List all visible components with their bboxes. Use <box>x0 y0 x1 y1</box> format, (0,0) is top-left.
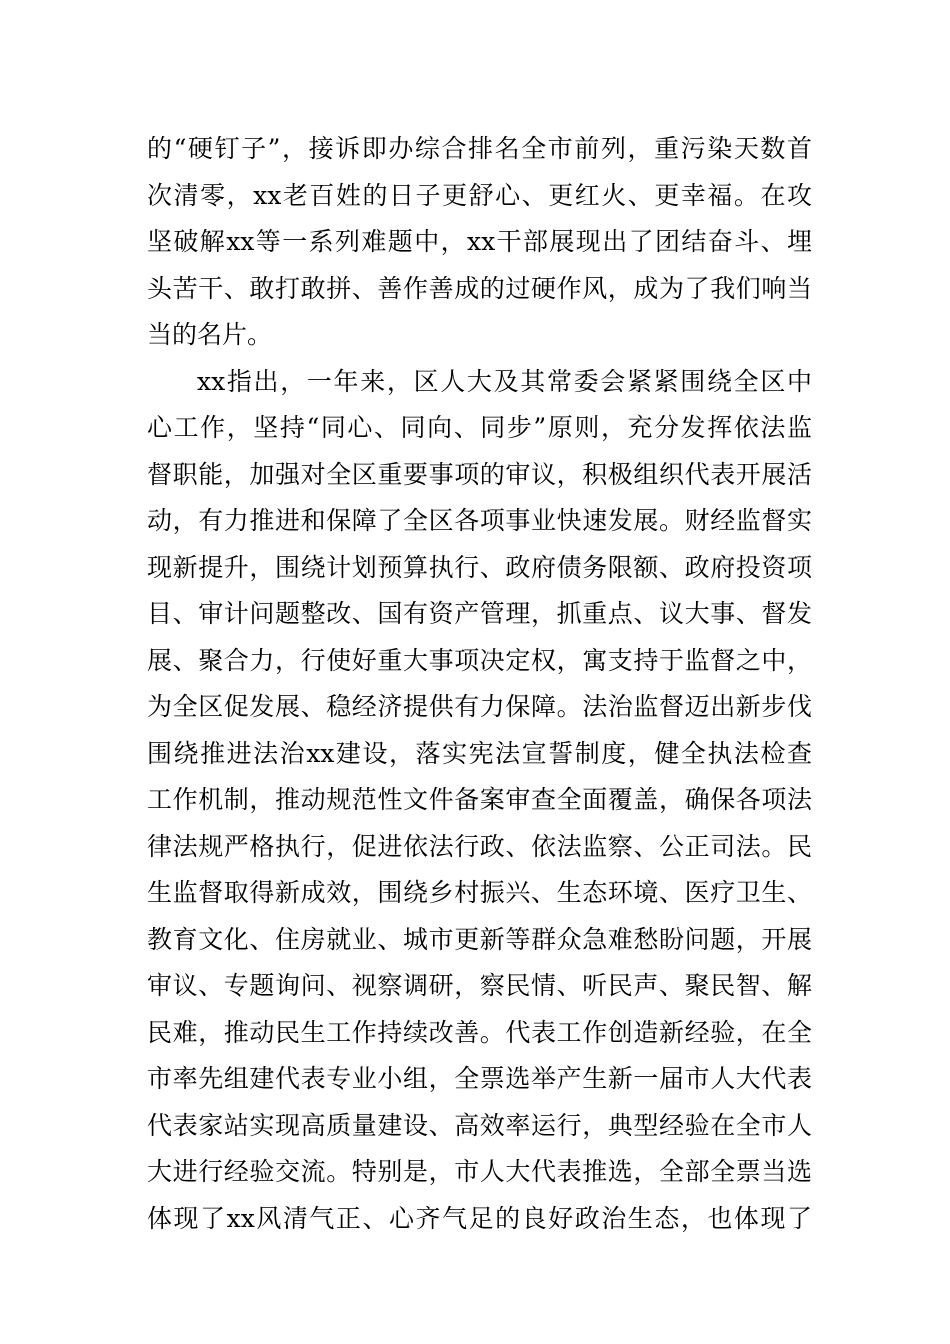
text-line: 代表家站实现高质量建设、高效率运行，典型经验在全市人 <box>147 1110 812 1140</box>
text-line: 现新提升，围绕计划预算执行、政府债务限额、政府投资项 <box>147 552 812 582</box>
text-line: 生监督取得新成效，围绕乡村振兴、生态环境、医疗卫生、 <box>147 878 812 907</box>
text-line: 动，有力推进和保障了全区各项事业快速发展。财经监督实 <box>147 506 812 535</box>
text-line: 展、聚合力，行使好重大事项决定权，寓支持于监督之中， <box>147 645 812 675</box>
text-line: 心工作，坚持“同心、同向、同步”原则，充分发挥依法监 <box>147 413 812 442</box>
text-line: 民难，推动民生工作持续改善。代表工作创造新经验，在全 <box>147 1017 812 1047</box>
text-line: 督职能，加强对全区重要事项的审议，积极组织代表开展活 <box>147 459 812 489</box>
text-line: xx指出，一年来，区人大及其常委会紧紧围绕全区中 <box>197 366 812 396</box>
text-line: 市率先组建代表专业小组，全票选举产生新一届市人大代表 <box>147 1064 812 1093</box>
paragraph-2 <box>147 359 812 1243</box>
text-line: 头苦干、敢打敢拼、善作善成的过硬作风，成为了我们响当 <box>147 273 812 303</box>
text-line: 为全区促发展、稳经济提供有力保障。法治监督迈出新步伐 <box>147 692 812 721</box>
paragraph-1 <box>147 126 812 359</box>
text-line: 大进行经验交流。特别是，市人大代表推选，全部全票当选 <box>147 1157 812 1186</box>
text-line: 工作机制，推动规范性文件备案审查全面覆盖，确保各项法 <box>147 785 812 814</box>
text-line: 的“硬钉子”，接诉即办综合排名全市前列，重污染天数首 <box>147 134 812 163</box>
text-line: 坚破解xx等一系列难题中，xx干部展现出了团结奋斗、埋 <box>147 227 812 256</box>
text-line: 教育文化、住房就业、城市更新等群众急难愁盼问题，开展 <box>147 924 812 954</box>
text-line: 审议、专题询问、视察调研，察民情、听民声、聚民智、解 <box>147 971 812 1000</box>
text-line: 当的名片。 <box>147 320 273 349</box>
text-line: 体现了xx风清气正、心齐气足的良好政治生态，也体现了 <box>147 1203 812 1233</box>
text-line: 围绕推进法治xx建设，落实宪法宣誓制度，健全执法检查 <box>147 738 812 768</box>
body-text <box>147 126 812 1242</box>
text-line: 目、审计问题整改、国有资产管理，抓重点、议大事、督发 <box>147 599 812 628</box>
text-line: 律法规严格执行，促进依法行政、依法监察、公正司法。民 <box>147 831 812 861</box>
text-line: 次清零，xx老百姓的日子更舒心、更红火、更幸福。在攻 <box>147 180 812 210</box>
